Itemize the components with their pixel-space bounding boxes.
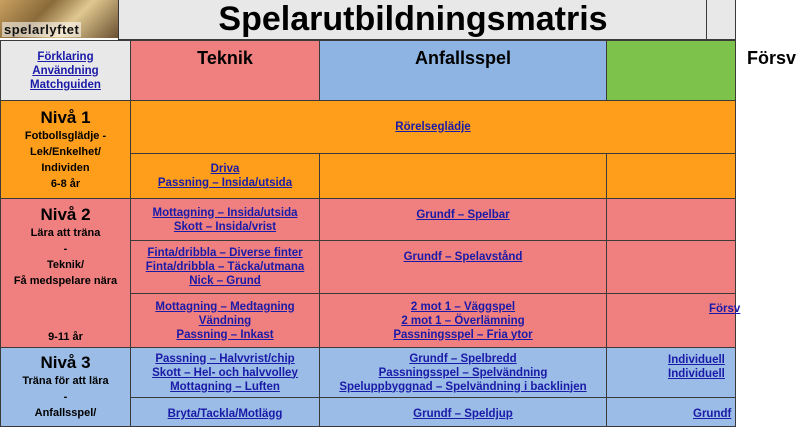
exercise-link[interactable]: Försv	[709, 303, 741, 315]
link-anvandning[interactable]: Användning	[32, 64, 99, 77]
exercise-link[interactable]: Bryta/Tackla/Motlägg	[167, 408, 283, 420]
exercise-link[interactable]: Skott – Insida/vrist	[173, 220, 277, 233]
level-2-line: Lära att träna	[30, 227, 101, 239]
col-header-anfallsspel	[319, 40, 607, 101]
level-1-title: Nivå 1	[40, 107, 91, 127]
exercise-link[interactable]: Vändning	[198, 314, 252, 327]
exercise-link[interactable]: Grundf	[693, 408, 732, 420]
cell-n3r2-teknik	[130, 397, 320, 427]
exercise-link[interactable]: Grundf – Speldjup	[413, 408, 513, 420]
exercise-link[interactable]: Grundf – Spelavstånd	[403, 251, 523, 263]
level-3-line: Anfallsspel/	[34, 407, 97, 419]
exercise-link[interactable]: Driva	[210, 163, 240, 175]
level-3-line: Träna för att lära	[22, 375, 109, 387]
cell-n3r2-forsv	[606, 397, 736, 427]
exercise-link[interactable]: Mottagning – Medtagning	[155, 300, 295, 313]
exercise-link[interactable]: Passningsspel – Fria ytor	[393, 328, 533, 341]
cell-n3r1-teknik	[130, 347, 320, 398]
col-header-forsvar-label: Försv	[747, 48, 796, 68]
exercise-link[interactable]: Individuell	[668, 368, 725, 380]
header-filler-cell	[706, 0, 736, 40]
level-1-line: Lek/Enkelhet/	[30, 145, 101, 158]
cell-n2r3-forsv	[606, 293, 741, 348]
page-title-cell	[118, 0, 708, 40]
cell-n2r3-anfall	[319, 293, 607, 348]
cell-n2r2-forsv	[606, 240, 736, 294]
level-2-line: Få medspelare nära	[13, 275, 118, 287]
cell-n1-anfall	[319, 153, 607, 199]
level-1-line: Fotbollsglädje -	[24, 129, 107, 142]
exercise-link[interactable]: Skott – Hel- och halvvolley	[152, 366, 298, 379]
cell-n2r2-teknik	[130, 240, 320, 294]
cell-n2r2-anfall	[319, 240, 607, 294]
exercise-link[interactable]: 2 mot 1 – Väggspel	[410, 300, 516, 313]
level-1-line: 6-8 år	[50, 177, 81, 190]
link-forklaring[interactable]: Förklaring	[37, 50, 94, 63]
exercise-link[interactable]: Passning – Halvvrist/chip	[155, 352, 295, 365]
level-2-title: Nivå 2	[40, 205, 91, 224]
exercise-link[interactable]: Individuell	[668, 354, 725, 366]
page-title: Spelarutbildningsmatris	[218, 0, 608, 38]
exercise-link[interactable]: Finta/dribbla – Täcka/utmana	[145, 261, 305, 273]
exercise-link[interactable]: Mottagning – Luften	[170, 380, 280, 393]
exercise-link[interactable]: Grundf – Spelbar	[416, 209, 510, 221]
exercise-link[interactable]: Rörelseglädje	[395, 121, 471, 133]
level-2-line: -	[63, 243, 68, 255]
level-2-line: Teknik/	[46, 259, 85, 271]
exercise-link[interactable]: Grundf – Spelbredd	[409, 352, 517, 365]
link-matchguiden[interactable]: Matchguiden	[30, 78, 101, 91]
spelarlyftet-logo[interactable]	[0, 0, 118, 38]
exercise-link[interactable]: Passning – Inkast	[176, 328, 274, 341]
cell-n3r2-anfall	[319, 397, 607, 427]
col-header-anfallsspel-label: Anfallsspel	[414, 48, 512, 68]
level-1-line: Individen	[41, 161, 90, 174]
level-2-age: 9-11 år	[48, 331, 83, 343]
logo-text: spelarlyftet	[4, 22, 80, 37]
cell-n2r3-teknik	[130, 293, 320, 348]
exercise-link[interactable]: Nick – Grund	[189, 275, 261, 287]
level-3-label	[0, 347, 131, 427]
sidebar-links	[0, 40, 131, 101]
cell-n2r1-anfall	[319, 198, 607, 241]
cell-n1-forsv	[606, 153, 736, 199]
level-2-label	[0, 198, 131, 348]
exercise-link[interactable]: 2 mot 1 – Överlämning	[401, 314, 525, 327]
cell-n3r1-forsv	[606, 347, 736, 398]
col-header-teknik-label: Teknik	[197, 48, 253, 68]
level-3-line: -	[63, 391, 68, 403]
cell-n3r1-anfall	[319, 347, 607, 398]
level-1-label	[0, 100, 131, 199]
level-3-title: Nivå 3	[40, 353, 91, 372]
cell-n2r1-teknik	[130, 198, 320, 241]
exercise-link[interactable]: Passningsspel – Spelvändning	[378, 366, 548, 379]
exercise-link[interactable]: Passning – Insida/utsida	[157, 177, 293, 189]
cell-n2r1-forsv	[606, 198, 736, 241]
cell-n1-teknik	[130, 153, 320, 199]
exercise-link[interactable]: Speluppbyggnad – Spelvändning i backlinjen	[339, 380, 587, 393]
exercise-link[interactable]: Mottagning – Insida/utsida	[152, 206, 298, 219]
col-header-teknik	[130, 40, 320, 101]
col-header-forsvar	[606, 40, 796, 101]
cell-n1-span	[130, 100, 736, 154]
exercise-link[interactable]: Finta/dribbla – Diverse finter	[147, 247, 303, 259]
